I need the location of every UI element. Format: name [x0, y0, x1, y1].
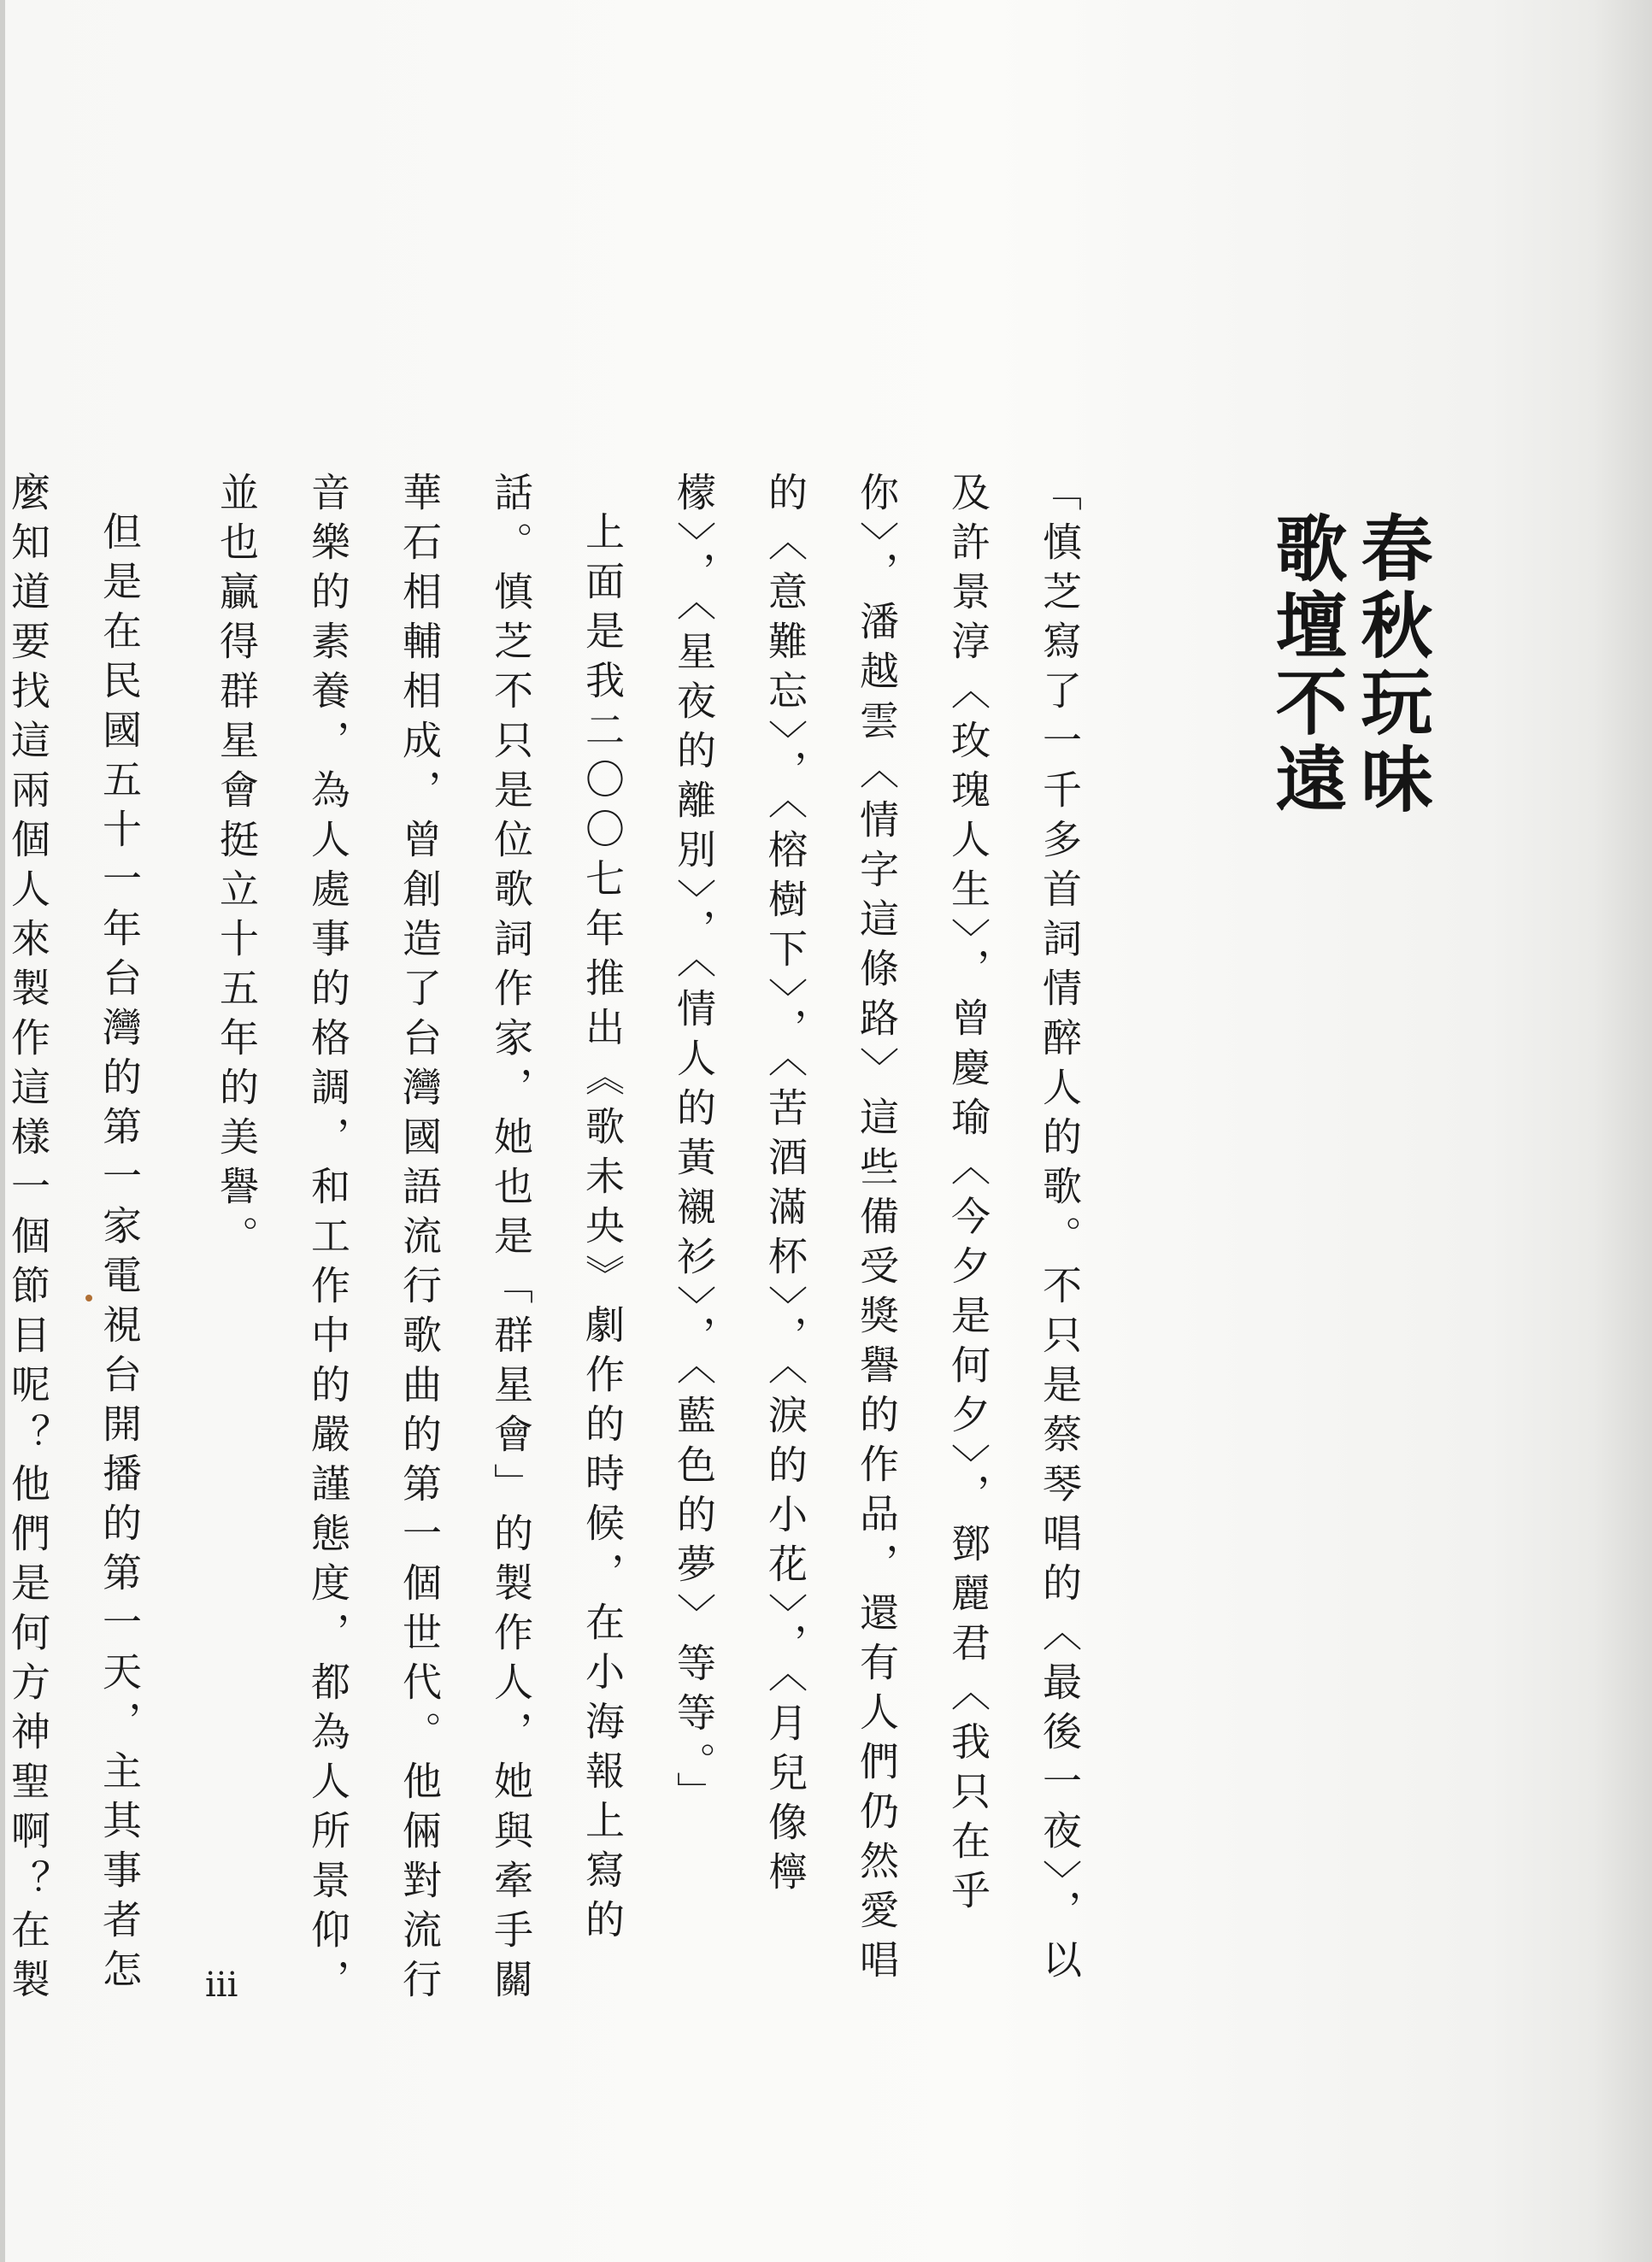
page-right-shadow	[1592, 0, 1652, 2262]
chapter-title-line-2: 歌壇不遠	[1264, 511, 1349, 819]
page-number: iii	[205, 1965, 238, 2005]
paragraph-question: 但是在民國五十一年台灣的第一家電視台開播的第一天，主其事者怎麼知道要找這兩個人來製作這樣一個節目呢？他們是何方神聖啊？在製	[5, 472, 143, 2008]
bleed-through-text	[1444, 444, 1573, 1453]
paper-speck	[85, 1295, 92, 1301]
chapter-title-line-1: 春秋玩味	[1349, 511, 1434, 819]
chapter-title	[1264, 511, 1434, 1263]
paragraph-quote: 「慎芝寫了一千多首詞情醉人的歌。不只是蔡琴唱的〈最後一夜〉，以及許景淳〈玫瑰人生〉，曾慶瑜〈今夕是何夕〉，鄧麗君〈我只在乎你〉，潘越雲〈情字這條路〉這些備受獎譽的作品，還有人們仍然愛唱的〈意難忘〉，〈榕樹下〉，〈苦酒滿杯〉，〈淚的小花〉，〈月兒像檸檬〉，〈星夜的離別〉，〈情人的黃襯衫〉，〈藍色的夢〉等等。」	[671, 472, 1083, 1989]
paragraph-poster: 上面是我二〇〇七年推出《歌未央》劇作的時候，在小海報上寫的話。慎芝不只是位歌詞作家，她也是「群星會」的製作人，她與牽手關華石相輔相成，曾創造了台灣國語流行歌曲的第一個世代。他倆對流行音樂的素養，為人處事的格調，和工作中的嚴謹態度，都為人所景仰，並也贏得群星會挺立十五年的美譽。	[214, 472, 626, 2008]
